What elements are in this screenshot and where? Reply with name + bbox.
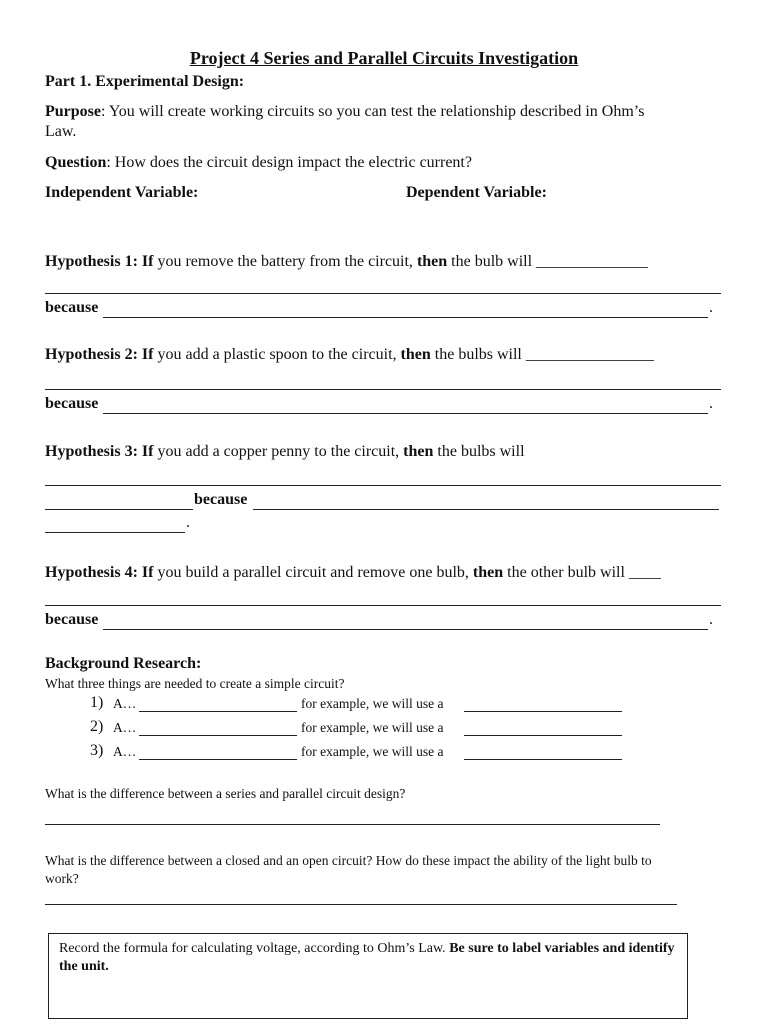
list-item-a: A…: [113, 696, 137, 711]
hypothesis-2: Hypothesis 2: If you add a plastic spoon to the circuit, then the bulbs will ________________: [45, 346, 654, 363]
because-label: because: [194, 491, 248, 508]
question-text: : How does the circuit design impact the electric current?: [106, 154, 472, 171]
hypothesis-1-label: Hypothesis 1: [45, 253, 133, 270]
hypothesis-4: Hypothesis 4: If you build a parallel circuit and remove one bulb, then the other bulb will ____: [45, 564, 661, 581]
hypothesis-4-label: Hypothesis 4: [45, 564, 133, 581]
answer-line: [45, 605, 721, 606]
list-item-example: for example, we will use a: [301, 744, 444, 759]
answer-line: [45, 389, 721, 390]
period: .: [709, 395, 713, 412]
answer-line: [253, 509, 719, 510]
background-heading: Background Research:: [45, 655, 202, 672]
answer-line: [139, 711, 297, 712]
background-question-1: What three things are needed to create a simple circuit?: [45, 676, 345, 691]
answer-line: [464, 711, 622, 712]
answer-line: [45, 293, 721, 294]
page-title: Project 4 Series and Parallel Circuits Investigation: [189, 48, 579, 68]
question-line: [45, 154, 472, 172]
list-item-example: for example, we will use a: [301, 720, 444, 735]
purpose-label: Purpose: [45, 103, 101, 120]
part-heading: Part 1. Experimental Design:: [45, 73, 245, 90]
list-number: 3): [90, 742, 104, 759]
question-label: Question: [45, 154, 107, 171]
answer-line: [139, 759, 297, 760]
hypothesis-3-label: Hypothesis 3: [45, 443, 133, 460]
list-item-example: for example, we will use a: [301, 696, 444, 711]
because-label: because: [45, 611, 99, 628]
answer-line: [103, 317, 708, 318]
list-number: 2): [90, 718, 104, 735]
list-item-a: A…: [113, 744, 137, 759]
answer-line: [464, 735, 622, 736]
answer-line: [464, 759, 622, 760]
list-item-a: A…: [113, 720, 137, 735]
answer-line: [45, 824, 660, 825]
purpose-text-continued: Law.: [45, 123, 77, 140]
background-question-2: What is the difference between a series and parallel circuit design?: [45, 786, 406, 801]
period: .: [709, 611, 713, 628]
background-question-3: What is the difference between a closed and an open circuit? How do these impact the ability of the light bulb to: [45, 853, 652, 868]
formula-prompt: Record the formula for calculating voltage, according to Ohm’s Law. Be sure to label variables and identify the unit.: [59, 941, 675, 974]
answer-line: [103, 413, 708, 414]
because-label: because: [45, 299, 99, 316]
formula-box[interactable]: [48, 933, 688, 1019]
answer-line: [45, 485, 721, 486]
answer-line: [139, 735, 297, 736]
answer-line: [45, 532, 185, 533]
purpose-line: [45, 103, 644, 121]
period: .: [709, 299, 713, 316]
hypothesis-1: Hypothesis 1: If you remove the battery from the circuit, then the bulb will ______________: [45, 253, 649, 270]
answer-line: [45, 904, 677, 905]
dependent-variable-label: Dependent Variable:: [406, 184, 547, 201]
period: .: [186, 514, 190, 531]
purpose-text: : You will create working circuits so you can test the relationship described in Ohm’s: [101, 103, 645, 120]
answer-line: [103, 629, 708, 630]
because-label: because: [45, 395, 99, 412]
hypothesis-3: Hypothesis 3: If you add a copper penny to the circuit, then the bulbs will: [45, 443, 525, 460]
background-question-3-continued: work?: [45, 871, 79, 886]
answer-line: [45, 509, 193, 510]
hypothesis-2-label: Hypothesis 2: [45, 346, 133, 363]
list-number: 1): [90, 694, 104, 711]
independent-variable-label: Independent Variable:: [45, 184, 199, 201]
